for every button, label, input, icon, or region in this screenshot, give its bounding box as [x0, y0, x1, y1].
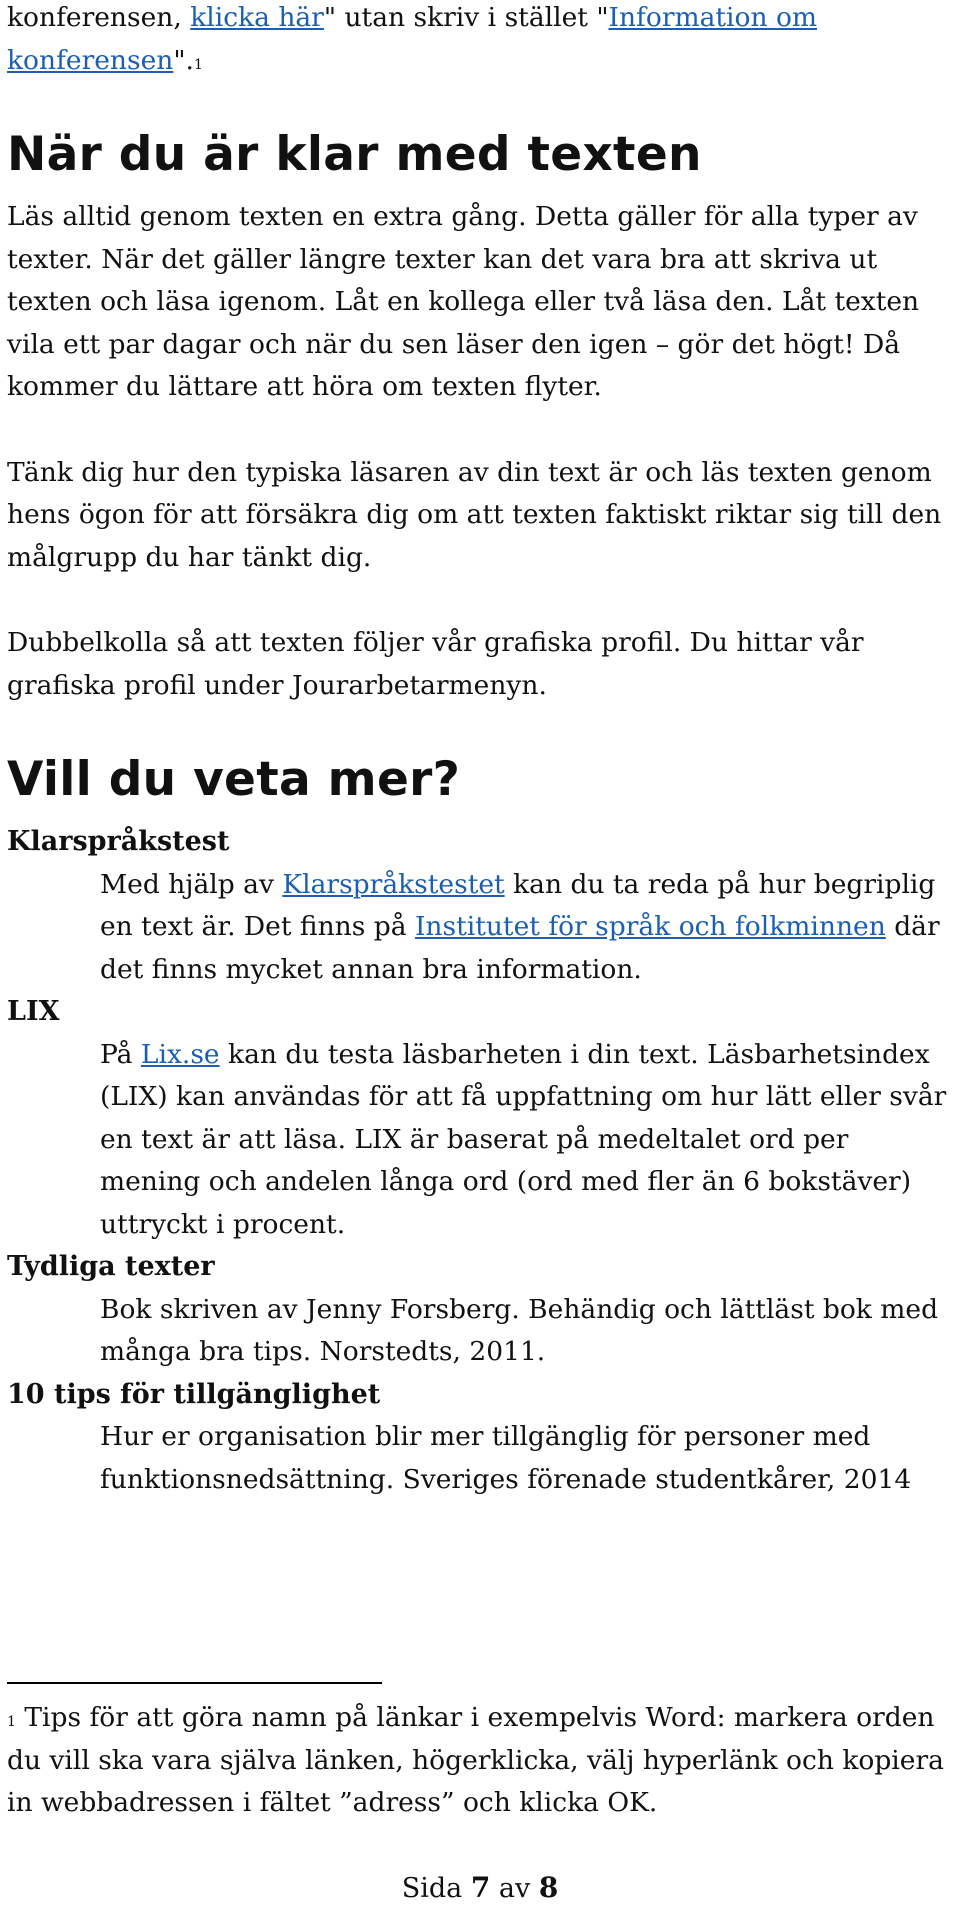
term-10-tips: 10 tips för tillgänglighet	[7, 1378, 381, 1410]
intro-text-end: ".	[173, 44, 194, 76]
footnote-number: 1	[7, 1714, 16, 1730]
heading-nar-du-ar-klar: När du är klar med texten	[7, 127, 702, 182]
resource-list	[7, 821, 952, 1501]
link-klarsprakstestet[interactable]: Klarspråkstestet	[282, 868, 505, 900]
desc-10-tips: Hur er organisation blir mer tillgänglig för personer med funktionsnedsättning. Sveriges förenade studentkårer, 2014	[100, 1421, 912, 1495]
paragraph-dubbelkolla: Dubbelkolla så att texten följer vår grafiska profil. Du hittar vår grafiska profil under Jourarbetarmenyn.	[7, 627, 864, 701]
footnote-separator	[7, 1682, 382, 1684]
paragraph-tank-dig: Tänk dig hur den typiska läsaren av din text är och läs texten genom hens ögon för att försäkra dig om att texten faktiskt riktar sig till den målgrupp du har tänkt dig.	[7, 456, 942, 573]
document-page	[7, 0, 952, 1818]
term-tydliga-texter: Tydliga texter	[7, 1251, 215, 1282]
total-pages: 8	[538, 1871, 559, 1904]
page-number	[0, 1868, 960, 1909]
desc-text: På	[100, 1038, 141, 1070]
link-lix-se[interactable]: Lix.se	[140, 1038, 220, 1070]
desc-text: Med hjälp av	[100, 868, 283, 900]
desc-text: kan du ta reda på hur begriplig en text är. Det finns på	[100, 868, 936, 942]
page-of: av	[490, 1873, 539, 1904]
link-klicka-har[interactable]: klicka här	[190, 2, 324, 33]
paragraph-las-alltid: Läs alltid genom texten en extra gång. Detta gäller för alla typer av texter. När det gäller längre texter kan det vara bra att skriva ut texten och läsa igenom. Låt en kollega eller två läsa den. Låt texten vila ett par dagar och när du sen läser den igen – gör det högt! Då kommer du lättare att höra om texten flyter.	[7, 201, 920, 402]
term-lix: LIX	[7, 996, 60, 1027]
desc-text: där det finns mycket annan bra information.	[100, 911, 940, 985]
desc-text: kan du testa läsbarheten i din text. Läsbarhetsindex (LIX) kan användas för att få uppfattning om hur lätt eller svår en text är att läsa. LIX är baserat på medeltalet ord per mening och andelen långa ord (ord med fler än 6 bokstäver) uttryckt i procent.	[100, 1038, 947, 1240]
desc-klarsprakstest	[100, 864, 952, 992]
current-page: 7	[470, 1871, 491, 1904]
intro-text: konferensen,	[7, 2, 191, 33]
intro-text-mid: " utan skriv i stället "	[323, 2, 609, 33]
desc-lix	[100, 1034, 952, 1247]
link-institutet[interactable]: Institutet för språk och folkminnen	[414, 911, 886, 942]
desc-tydliga-texter: Bok skriven av Jenny Forsberg. Behändig och lättläst bok med många bra tips. Norstedts, 2011.	[100, 1293, 939, 1367]
term-klarsprakstest: Klarspråkstest	[7, 826, 230, 857]
intro-paragraph	[7, 0, 952, 82]
footnote-ref: 1	[193, 56, 203, 73]
footnote	[7, 1697, 952, 1825]
heading-vill-du-veta-mer: Vill du veta mer?	[7, 752, 461, 807]
link-information-om-konferensen[interactable]: Information om konferensen	[7, 2, 818, 76]
footnote-text: Tips för att göra namn på länkar i exempelvis Word: markera orden du vill ska vara själva länken, högerklicka, välj hyperlänk och kopiera in webbadressen i fältet ”adress” och klicka OK.	[7, 1702, 944, 1818]
page-label: Sida	[401, 1873, 471, 1904]
